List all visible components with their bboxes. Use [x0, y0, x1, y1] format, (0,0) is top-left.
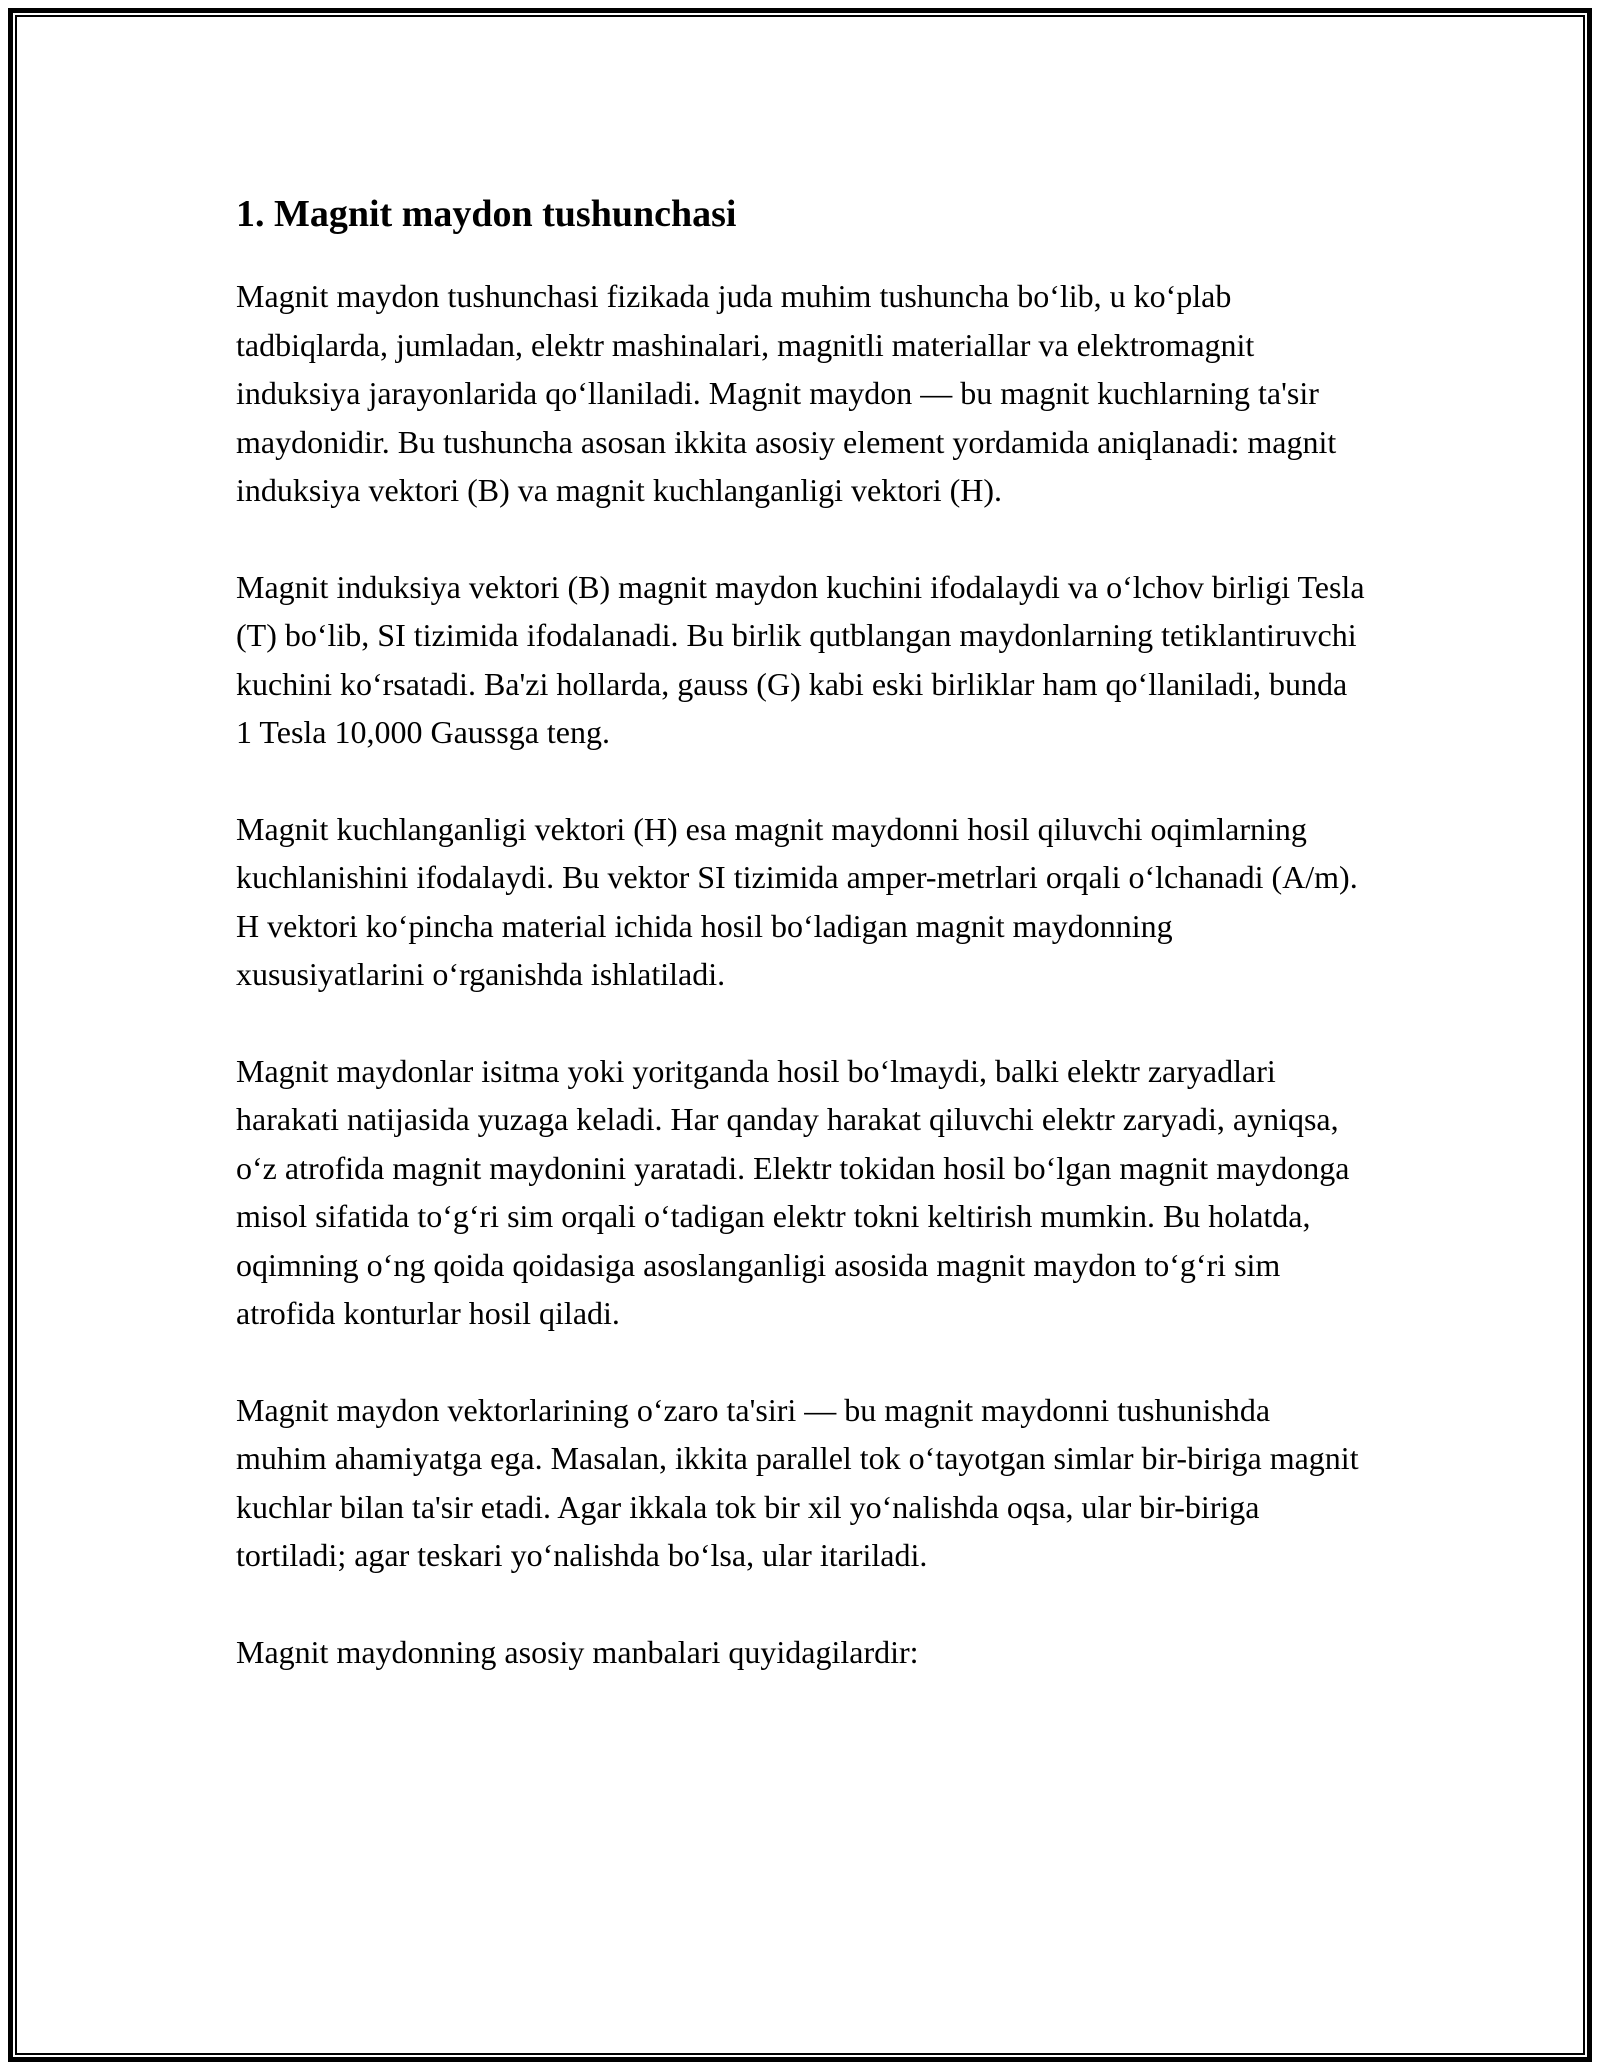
paragraph-vector-interaction: Magnit maydon vektorlarining o‘zaro ta'siri — bu magnit maydonni tushunishda muhim ahamiyatga ega. Masalan, ikkita parallel tok o‘tayotgan simlar bir-biriga magnit kuchlar bilan ta'sir etadi. Agar ikkala tok bir xil yo‘nalishda oqsa, ular bir-biriga tortiladi; agar teskari yo‘nalishda bo‘lsa, ular itariladi.	[236, 1391, 1359, 1573]
paragraph-field-origin: Magnit maydonlar isitma yoki yoritganda hosil bo‘lmaydi, balki elektr zaryadlari harakati natijasida yuzaga keladi. Har qanday harakat qiluvchi elektr zaryadi, ayniqsa, o‘z atrofida magnit maydonini yaratadi. Elektr tokidan hosil bo‘lgan magnit maydonga misol sifatida to‘g‘ri sim orqali o‘tadigan elektr tokni keltirish mumkin. Bu holatda, oqimning o‘ng qoida qoidasiga asoslanganligi asosida magnit maydon to‘g‘ri sim atrofida konturlar hosil qiladi.	[236, 1052, 1350, 1331]
paragraph-induction-vector: Magnit induksiya vektori (B) magnit maydon kuchini ifodalaydi va o‘lchov birligi Tesla (T) bo‘lib, SI tizimida ifodalanadi. Bu birlik qutblangan maydonlarning tetiklantiruvchi kuchini ko‘rsatadi. Ba'zi hollarda, gauss (G) kabi eski birliklar ham qo‘llaniladi, bunda 1 Tesla 10,000 Gaussga teng.	[236, 568, 1365, 750]
paragraph-field-sources: Magnit maydonning asosiy manbalari quyidagilardir:	[236, 1633, 919, 1670]
paragraph-magnetic-field-concept: Magnit maydon tushunchasi fizikada juda muhim tushuncha bo‘lib, u ko‘plab tadbiqlarda, jumladan, elektr mashinalari, magnitli materiallar va elektromagnit induksiya jarayonlarida qo‘llaniladi. Magnit maydon — bu magnit kuchlarning ta'sir maydonidir. Bu tushuncha asosan ikkita asosiy element yordamida aniqlanadi: magnit induksiya vektori (B) va magnit kuchlanganligi vektori (H).	[236, 278, 1337, 508]
page-content	[236, 186, 1366, 1724]
paragraph-field-strength-vector: Magnit kuchlanganligi vektori (H) esa magnit maydonni hosil qiluvchi oqimlarning kuchlanishini ifodalaydi. Bu vektor SI tizimida amper-metrlari orqali o‘lchanadi (A/m). H vektori ko‘pincha material ichida hosil bo‘ladigan magnit maydonning xususiyatlarini o‘rganishda ishlatiladi.	[236, 810, 1358, 992]
section-title: 1. Magnit maydon tushunchasi	[236, 193, 737, 235]
